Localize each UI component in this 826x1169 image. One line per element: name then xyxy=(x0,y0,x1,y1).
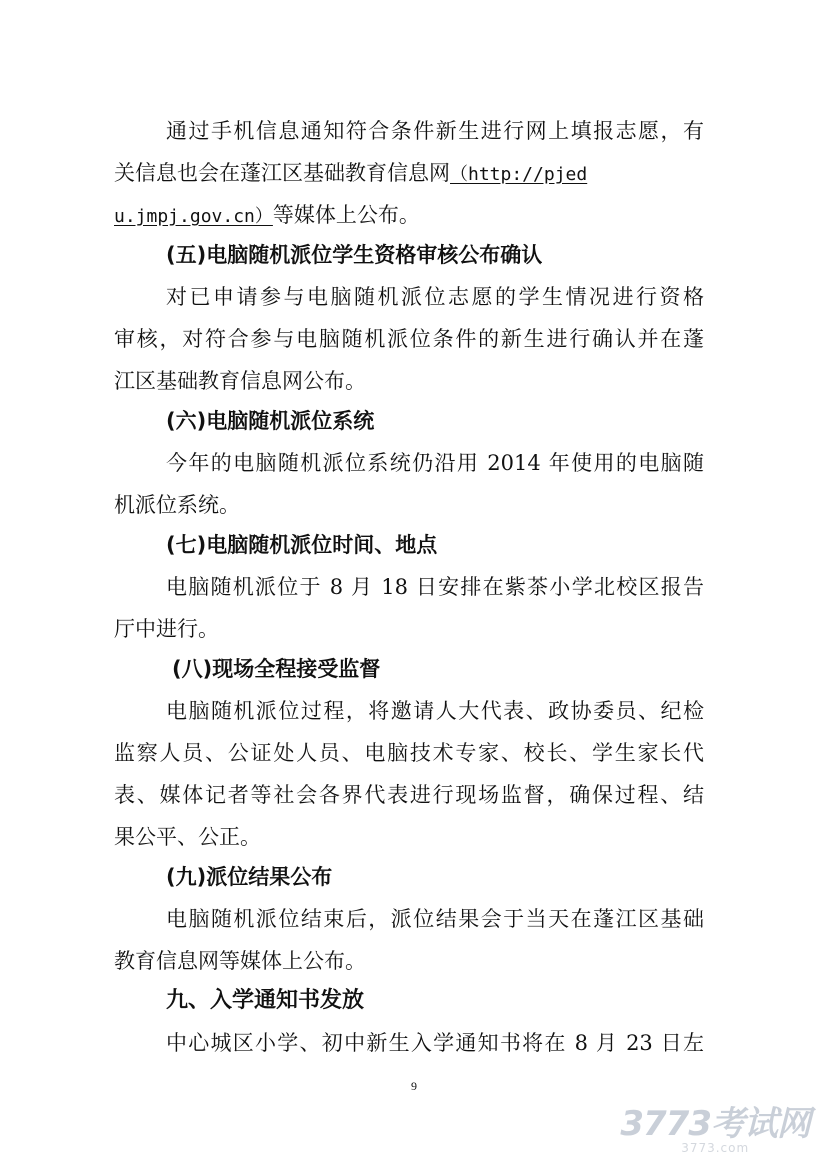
watermark-logo xyxy=(620,1104,810,1155)
watermark-main: 3773考试网 xyxy=(620,1104,810,1144)
paragraph-line: 对已申请参与电脑随机派位志愿的学生情况进行资格 xyxy=(166,285,704,309)
page-number: 9 xyxy=(411,1079,417,1093)
watermark-sub: 3773.com xyxy=(681,1141,750,1155)
section-heading: (九)派位结果公布 xyxy=(166,865,333,889)
paragraph-line: 表、媒体记者等社会各界代表进行现场监督，确保过程、结 xyxy=(114,783,704,807)
text-segment: 关信息也会在蓬江区基础教育信息网 xyxy=(114,161,450,185)
main-heading: 九、入学通知书发放 xyxy=(166,988,365,1013)
paragraph-line: 电脑随机派位于 8 月 18 日安排在紫茶小学北校区报告 xyxy=(166,575,704,599)
paragraph-line: 电脑随机派位过程，将邀请人大代表、政协委员、纪检 xyxy=(166,699,704,723)
paragraph-line: 中心城区小学、初中新生入学通知书将在 8 月 23 日左 xyxy=(166,1031,704,1055)
url-link[interactable]: u.jmpj.gov.cn） xyxy=(114,206,273,227)
paragraph-line: 教育信息网等媒体上公布。 xyxy=(114,949,366,973)
paragraph-line: 江区基础教育信息网公布。 xyxy=(114,369,366,393)
section-heading: (七)电脑随机派位时间、地点 xyxy=(166,533,438,557)
paragraph-line: 监察人员、公证处人员、电脑技术专家、校长、学生家长代 xyxy=(114,741,704,765)
paragraph-line: 通过手机信息通知符合条件新生进行网上填报志愿，有 xyxy=(166,119,704,143)
section-heading: (五)电脑随机派位学生资格审核公布确认 xyxy=(166,243,543,267)
paragraph-line: 厅中进行。 xyxy=(114,617,219,641)
url-link[interactable]: （http://pjed xyxy=(450,164,588,185)
paragraph-line: 今年的电脑随机派位系统仍沿用 2014 年使用的电脑随 xyxy=(166,451,704,475)
paragraph-line xyxy=(114,158,704,190)
paragraph-line: 审核，对符合参与电脑随机派位条件的新生进行确认并在蓬 xyxy=(114,327,704,351)
paragraph-line xyxy=(114,200,704,232)
paragraph-line: 电脑随机派位结束后，派位结果会于当天在蓬江区基础 xyxy=(166,907,704,931)
section-heading: (六)电脑随机派位系统 xyxy=(166,409,375,433)
paragraph-line: 机派位系统。 xyxy=(114,493,240,517)
paragraph-line: 果公平、公正。 xyxy=(114,825,261,849)
section-heading: (八)现场全程接受监督 xyxy=(172,657,381,681)
text-segment: 等媒体上公布。 xyxy=(272,203,420,227)
